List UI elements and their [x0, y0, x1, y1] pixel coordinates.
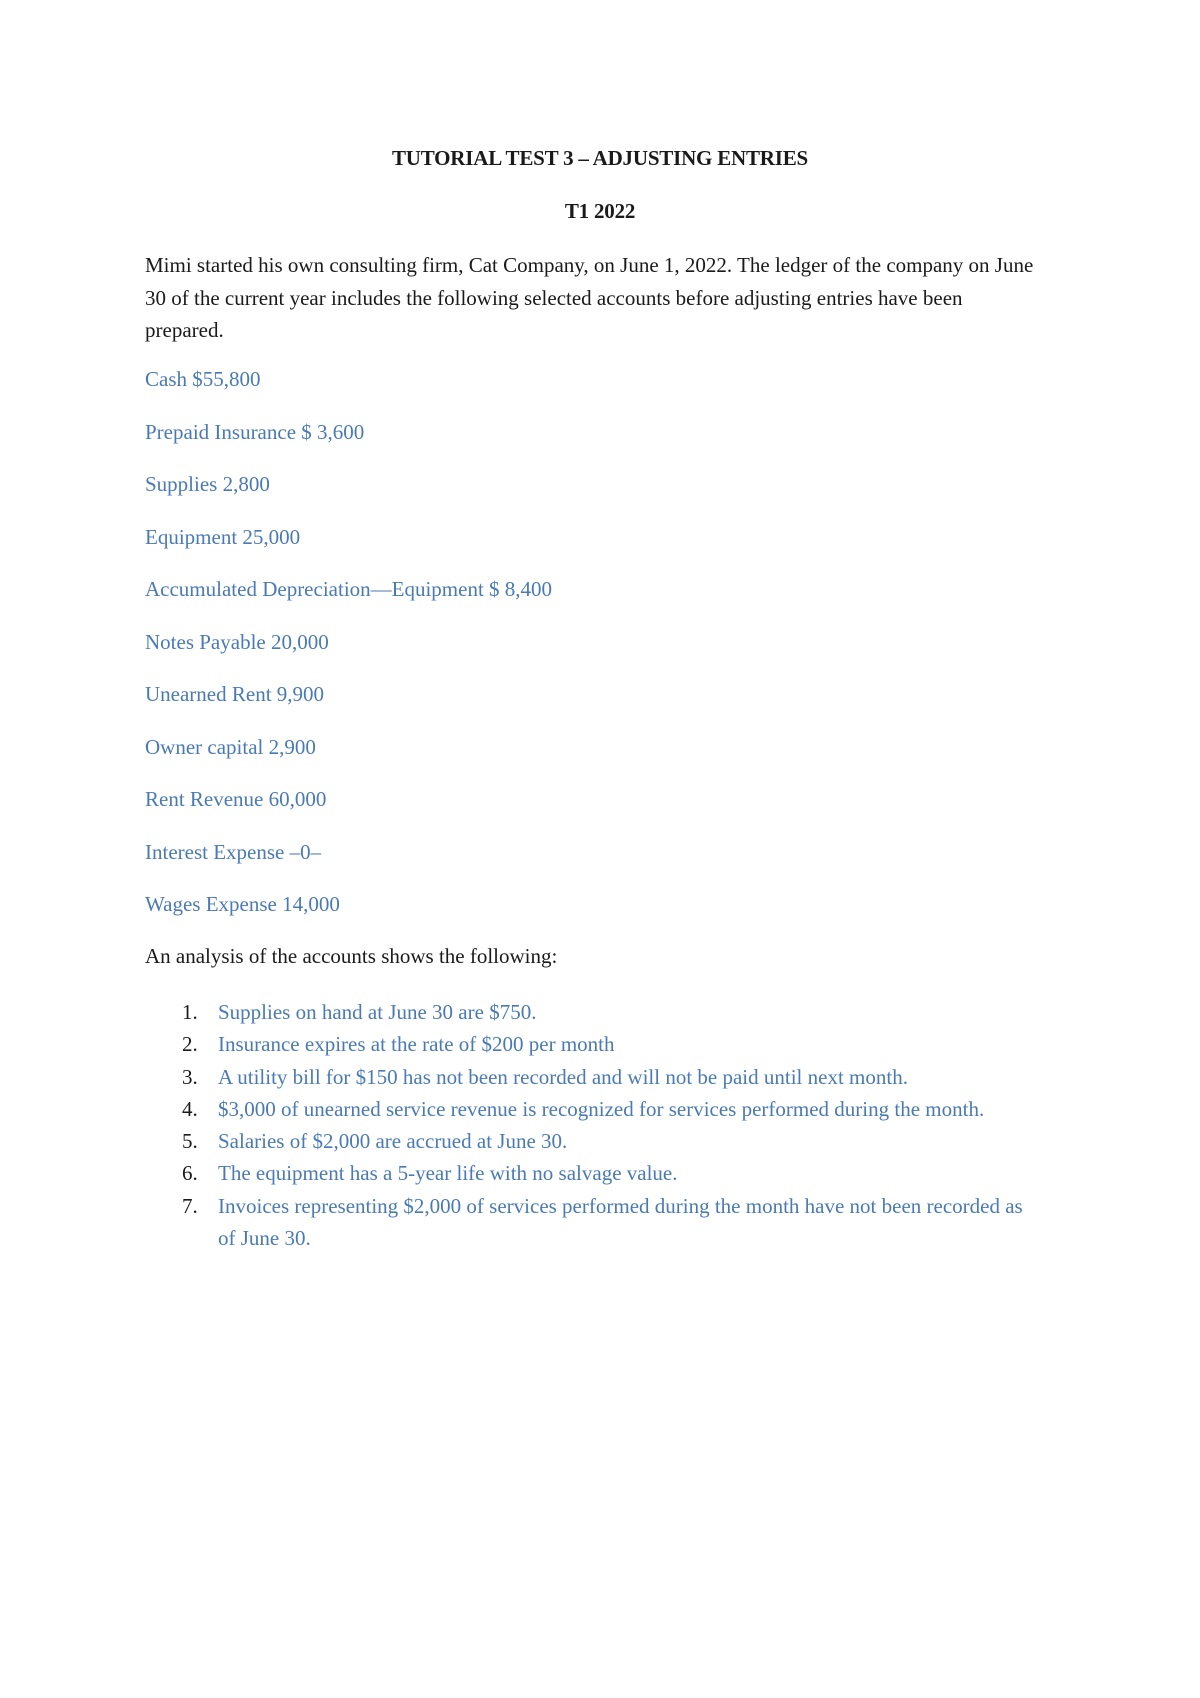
- list-item-text: The equipment has a 5-year life with no salvage value.: [218, 1161, 678, 1186]
- list-item-text: $3,000 of unearned service revenue is recognized for services performed during the month.: [218, 1096, 985, 1121]
- list-item-number: 7.: [182, 1193, 198, 1218]
- list-item-number: 2.: [182, 1032, 198, 1057]
- list-item-text: Salaries of $2,000 are accrued at June 30.: [218, 1129, 568, 1154]
- account-interest-expense: Interest Expense –0–: [145, 839, 322, 864]
- analysis-notes-list: [145, 996, 1045, 1254]
- list-item-text: Supplies on hand at June 30 are $750.: [218, 1000, 537, 1024]
- list-item-number: 1.: [182, 1000, 198, 1024]
- account-cash: Cash $55,800: [145, 367, 261, 391]
- list-item-number: 4.: [182, 1096, 198, 1121]
- list-item-number: 5.: [182, 1129, 198, 1154]
- account-notes-payable: Notes Payable 20,000: [145, 629, 329, 654]
- list-item: [145, 1061, 1045, 1093]
- list-item: [145, 1157, 1045, 1189]
- list-item-number: 3.: [182, 1064, 198, 1089]
- list-item-number: 6.: [182, 1161, 198, 1186]
- account-supplies: Supplies 2,800: [145, 472, 270, 496]
- accounts-list: [145, 367, 552, 945]
- account-accumulated-depreciation: Accumulated Depreciation—Equipment $ 8,400: [145, 577, 553, 601]
- list-item: [145, 1093, 1045, 1125]
- account-rent-revenue: Rent Revenue 60,000: [145, 787, 327, 811]
- intro-paragraph: Mimi started his own consulting firm, Cat Company, on June 1, 2022. The ledger of the company on June 30 of the current year includes the following selected accounts before adjusting entries have been prepared.: [145, 253, 1034, 342]
- list-item-text: Invoices representing $2,000 of services performed during the month have not been recorded as of June 30.: [218, 1193, 1023, 1251]
- account-unearned-rent: Unearned Rent 9,900: [145, 682, 325, 706]
- account-equipment: Equipment 25,000: [145, 524, 301, 549]
- account-owner-capital: Owner capital 2,900: [145, 734, 316, 759]
- account-wages-expense: Wages Expense 14,000: [145, 892, 340, 916]
- list-item: [145, 1190, 1045, 1255]
- list-item-text: Insurance expires at the rate of $200 per month: [218, 1032, 615, 1057]
- page-subtitle: T1 2022: [564, 199, 636, 223]
- list-item: [145, 996, 1045, 1028]
- list-item-text: A utility bill for $150 has not been recorded and will not be paid until next month.: [218, 1064, 908, 1089]
- list-item: [145, 1125, 1045, 1157]
- page-title: TUTORIAL TEST 3 – ADJUSTING ENTRIES: [391, 146, 809, 170]
- account-prepaid-insurance: Prepaid Insurance $ 3,600: [145, 419, 365, 444]
- analysis-heading: An analysis of the accounts shows the following:: [145, 944, 558, 968]
- list-item: [145, 1028, 1045, 1060]
